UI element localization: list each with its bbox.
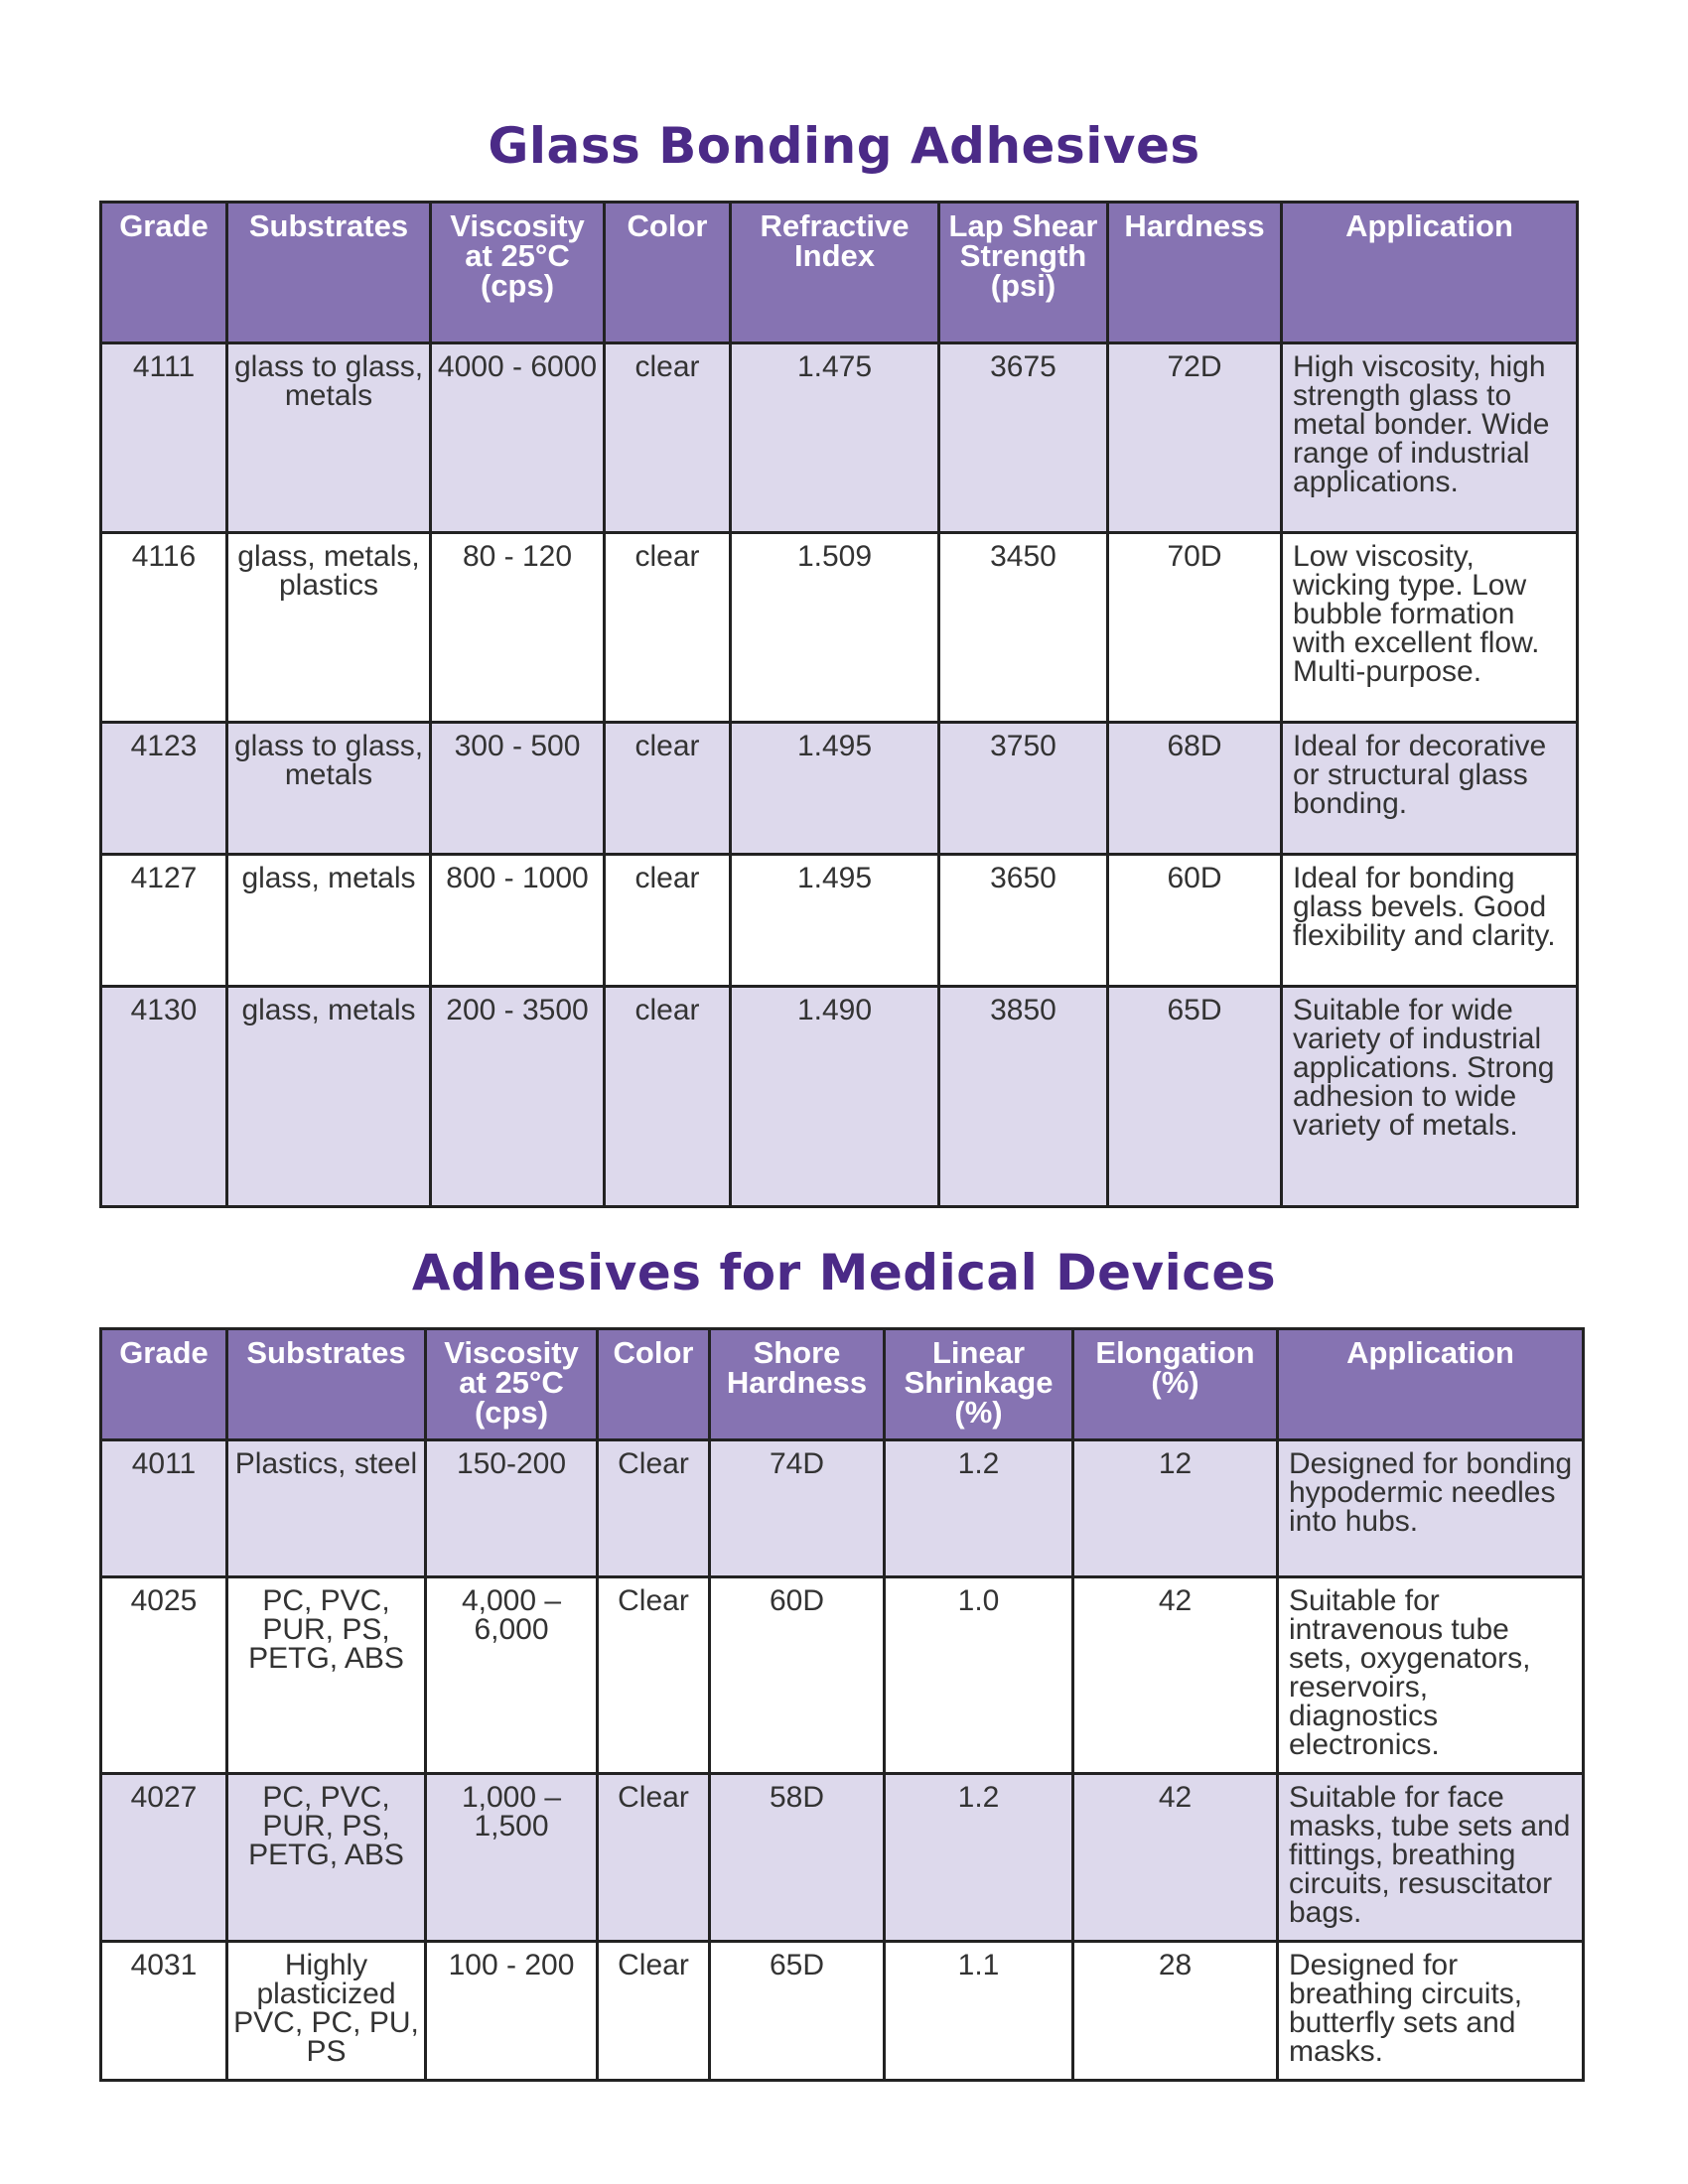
- cell-color: Clear: [598, 1577, 710, 1774]
- cell-viscosity: 4000 - 6000: [431, 343, 605, 533]
- cell-color: Clear: [598, 1440, 710, 1577]
- table-row: [101, 1942, 1584, 2081]
- cell-refractive-index: 1.475: [731, 343, 939, 533]
- cell-hardness: 60D: [1108, 855, 1282, 987]
- table-row: [101, 1577, 1584, 1774]
- cell-hardness: 72D: [1108, 343, 1282, 533]
- cell-viscosity: 800 - 1000: [431, 855, 605, 987]
- header-viscosity: Viscosity at 25°C (cps): [426, 1329, 598, 1440]
- header-color: Color: [605, 203, 731, 343]
- cell-grade: 4025: [101, 1577, 227, 1774]
- cell-shore-hardness: 58D: [710, 1774, 885, 1942]
- cell-viscosity: 200 - 3500: [431, 987, 605, 1207]
- cell-application: Low viscosity, wicking type. Low bubble formation with excellent flow. Multi-purpose.: [1282, 533, 1578, 723]
- cell-linear-shrinkage: 1.2: [885, 1440, 1073, 1577]
- cell-grade: 4011: [101, 1440, 227, 1577]
- cell-substrates: glass, metals: [227, 987, 431, 1207]
- table-row: [101, 1440, 1584, 1577]
- cell-elongation: 28: [1073, 1942, 1278, 2081]
- header-grade: Grade: [101, 203, 227, 343]
- table-row: [101, 723, 1578, 855]
- cell-grade: 4130: [101, 987, 227, 1207]
- cell-application: Ideal for decorative or structural glass bonding.: [1282, 723, 1578, 855]
- cell-application: Designed for bonding hypodermic needles into hubs.: [1278, 1440, 1584, 1577]
- cell-grade: 4123: [101, 723, 227, 855]
- table-row: [101, 1774, 1584, 1942]
- cell-substrates: PC, PVC, PUR, PS, PETG, ABS: [227, 1577, 426, 1774]
- cell-application: Suitable for intravenous tube sets, oxygenators, reservoirs, diagnostics electronics.: [1278, 1577, 1584, 1774]
- cell-elongation: 12: [1073, 1440, 1278, 1577]
- cell-elongation: 42: [1073, 1774, 1278, 1942]
- cell-grade: 4031: [101, 1942, 227, 2081]
- header-linear-shrinkage: Linear Shrinkage (%): [885, 1329, 1073, 1440]
- cell-substrates: glass, metals, plastics: [227, 533, 431, 723]
- cell-linear-shrinkage: 1.0: [885, 1577, 1073, 1774]
- glass-table-title: Glass Bonding Adhesives: [488, 117, 1200, 175]
- cell-substrates: glass to glass, metals: [227, 723, 431, 855]
- cell-color: clear: [605, 855, 731, 987]
- cell-grade: 4127: [101, 855, 227, 987]
- table-header-row: [101, 1329, 1584, 1440]
- table-row: [101, 855, 1578, 987]
- cell-refractive-index: 1.495: [731, 723, 939, 855]
- cell-refractive-index: 1.495: [731, 855, 939, 987]
- cell-application: Suitable for face masks, tube sets and fittings, breathing circuits, resuscitator bags.: [1278, 1774, 1584, 1942]
- cell-color: clear: [605, 343, 731, 533]
- cell-hardness: 65D: [1108, 987, 1282, 1207]
- cell-viscosity: 1,000 – 1,500: [426, 1774, 598, 1942]
- cell-application: Ideal for bonding glass bevels. Good flexibility and clarity.: [1282, 855, 1578, 987]
- cell-lap-shear: 3450: [939, 533, 1108, 723]
- cell-shore-hardness: 74D: [710, 1440, 885, 1577]
- header-elongation: Elongation (%): [1073, 1329, 1278, 1440]
- cell-grade: 4116: [101, 533, 227, 723]
- cell-substrates: Plastics, steel: [227, 1440, 426, 1577]
- cell-shore-hardness: 60D: [710, 1577, 885, 1774]
- table-header-row: [101, 203, 1578, 343]
- cell-hardness: 68D: [1108, 723, 1282, 855]
- cell-viscosity: 80 - 120: [431, 533, 605, 723]
- header-application: Application: [1282, 203, 1578, 343]
- cell-hardness: 70D: [1108, 533, 1282, 723]
- cell-color: clear: [605, 723, 731, 855]
- cell-viscosity: 150-200: [426, 1440, 598, 1577]
- table-row: [101, 987, 1578, 1207]
- cell-viscosity: 4,000 – 6,000: [426, 1577, 598, 1774]
- cell-grade: 4111: [101, 343, 227, 533]
- cell-substrates: Highly plasticized PVC, PC, PU, PS: [227, 1942, 426, 2081]
- cell-substrates: glass, metals: [227, 855, 431, 987]
- cell-viscosity: 100 - 200: [426, 1942, 598, 2081]
- header-substrates: Substrates: [227, 203, 431, 343]
- header-refractive-index: Refractive Index: [731, 203, 939, 343]
- cell-linear-shrinkage: 1.2: [885, 1774, 1073, 1942]
- cell-color: Clear: [598, 1942, 710, 2081]
- cell-refractive-index: 1.490: [731, 987, 939, 1207]
- cell-lap-shear: 3650: [939, 855, 1108, 987]
- cell-grade: 4027: [101, 1774, 227, 1942]
- header-lap-shear-strength: Lap Shear Strength (psi): [939, 203, 1108, 343]
- cell-lap-shear: 3750: [939, 723, 1108, 855]
- table-row: [101, 533, 1578, 723]
- cell-application: Suitable for wide variety of industrial applications. Strong adhesion to wide variety of metals.: [1282, 987, 1578, 1207]
- header-substrates: Substrates: [227, 1329, 426, 1440]
- cell-color: Clear: [598, 1774, 710, 1942]
- header-grade: Grade: [101, 1329, 227, 1440]
- medical-devices-table: [99, 1327, 1585, 2082]
- cell-color: clear: [605, 533, 731, 723]
- cell-viscosity: 300 - 500: [431, 723, 605, 855]
- table-row: [101, 343, 1578, 533]
- cell-color: clear: [605, 987, 731, 1207]
- header-viscosity: Viscosity at 25°C (cps): [431, 203, 605, 343]
- cell-substrates: PC, PVC, PUR, PS, PETG, ABS: [227, 1774, 426, 1942]
- header-color: Color: [598, 1329, 710, 1440]
- cell-substrates: glass to glass, metals: [227, 343, 431, 533]
- glass-bonding-table: [99, 201, 1579, 1208]
- cell-lap-shear: 3675: [939, 343, 1108, 533]
- cell-shore-hardness: 65D: [710, 1942, 885, 2081]
- header-shore-hardness: Shore Hardness: [710, 1329, 885, 1440]
- cell-lap-shear: 3850: [939, 987, 1108, 1207]
- cell-refractive-index: 1.509: [731, 533, 939, 723]
- medical-table-title: Adhesives for Medical Devices: [411, 1244, 1277, 1301]
- header-application: Application: [1278, 1329, 1584, 1440]
- cell-application: Designed for breathing circuits, butterfly sets and masks.: [1278, 1942, 1584, 2081]
- cell-linear-shrinkage: 1.1: [885, 1942, 1073, 2081]
- cell-application: High viscosity, high strength glass to metal bonder. Wide range of industrial applications.: [1282, 343, 1578, 533]
- header-hardness: Hardness: [1108, 203, 1282, 343]
- cell-elongation: 42: [1073, 1577, 1278, 1774]
